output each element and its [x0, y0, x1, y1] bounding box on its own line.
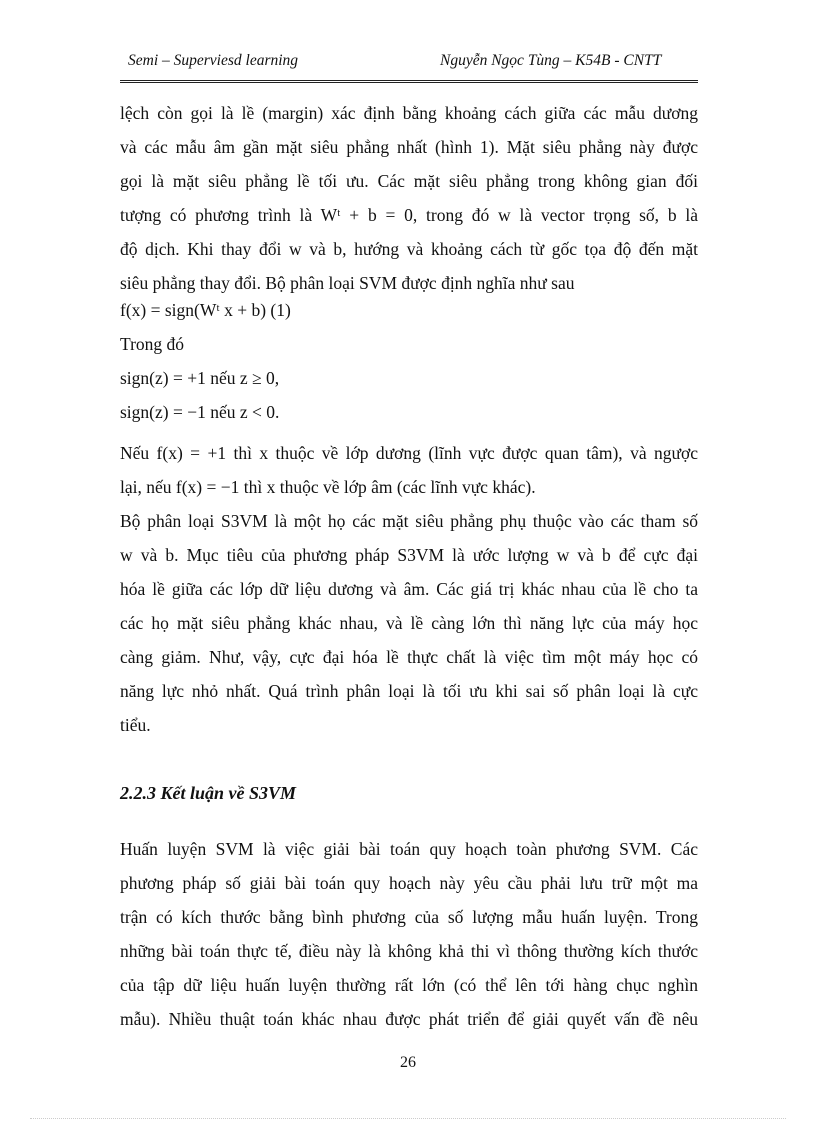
text-line: gọi là mặt siêu phẳng lề tối ưu. Các mặt siêu phẳng trong không gian đối [120, 171, 698, 191]
text-line: các họ mặt siêu phẳng khác nhau, và lề càng lớn thì năng lực của máy học [120, 613, 698, 633]
header-rule [120, 80, 698, 83]
text-line: tiểu. [120, 715, 151, 735]
text-line: lại, nếu f(x) = −1 thì x thuộc về lớp âm (các lĩnh vực khác). [120, 477, 536, 497]
page-bottom-rule [30, 1118, 786, 1119]
page-header [0, 52, 816, 76]
page-number: 26 [400, 1054, 416, 1071]
text-line: Nếu f(x) = +1 thì x thuộc về lớp dương (lĩnh vực được quan tâm), và ngược [120, 443, 698, 463]
text-line: w và b. Mục tiêu của phương pháp S3VM là ước lượng w và b để cực đại [120, 545, 698, 565]
text-line: phương pháp số giải bài toán quy hoạch này yêu cầu phải lưu trữ một ma [120, 873, 698, 893]
text-line: của tập dữ liệu huấn luyện thường rất lớn (có thể lên tới hàng chục nghìn [120, 975, 698, 995]
text-line: Huấn luyện SVM là việc giải bài toán quy hoạch toàn phương SVM. Các [120, 839, 698, 859]
text-line: lệch còn gọi là lề (margin) xác định bằng khoảng cách giữa các mẫu dương [120, 103, 698, 123]
page-body [120, 96, 698, 1036]
text-line: trận có kích thước bằng bình phương của số lượng mẫu huấn luyện. Trong [120, 907, 698, 927]
formula-sign-negative: sign(z) = −1 nếu z < 0. [120, 402, 280, 422]
text-line: càng giảm. Như, vậy, cực đại hóa lề thực chất là việc tìm một máy học có [120, 647, 698, 667]
paragraph-margin-definition [120, 96, 698, 300]
where-label: Trong đó [120, 334, 185, 354]
text-line: mẫu). Nhiều thuật toán khác nhau được phát triển để giải quyết vấn đề nêu [120, 1009, 698, 1029]
formula-sign-positive: sign(z) = +1 nếu z ≥ 0, [120, 368, 280, 388]
text-line: và các mẫu âm gần mặt siêu phẳng nhất (hình 1). Mặt siêu phẳng này được [120, 137, 698, 157]
paragraph-conclusion [120, 832, 698, 1036]
text-line: siêu phẳng thay đổi. Bộ phân loại SVM được định nghĩa như sau [120, 273, 575, 293]
text-line: độ dịch. Khi thay đổi w và b, hướng và khoảng cách từ gốc tọa độ đến mặt [120, 239, 698, 259]
header-left-title: Semi – Superviesd learning [128, 52, 299, 69]
header-author: Nguyễn Ngọc Tùng – K54B - CNTT [440, 52, 662, 69]
paragraph-s3vm-classifier [120, 504, 698, 742]
text-line: Bộ phân loại S3VM là một họ các mặt siêu phẳng phụ thuộc vào các tham số [120, 511, 698, 531]
text-line: hóa lề giữa các lớp dữ liệu dương và âm. Các giá trị khác nhau của lề cho ta [120, 579, 698, 599]
formula-f: f(x) = sign(Wᵗ x + b) (1) [120, 300, 291, 320]
text-line: tượng có phương trình là Wᵗ + b = 0, trong đó w là vector trọng số, b là [120, 205, 698, 225]
section-heading: 2.2.3 Kết luận về S3VM [120, 783, 297, 803]
paragraph-class-assignment [120, 436, 698, 504]
text-line: năng lực nhỏ nhất. Quá trình phân loại là tối ưu khi sai số phân loại là cực [120, 681, 698, 701]
text-line: những bài toán thực tế, điều này là không khả thi vì thông thường kích thước [120, 941, 698, 961]
